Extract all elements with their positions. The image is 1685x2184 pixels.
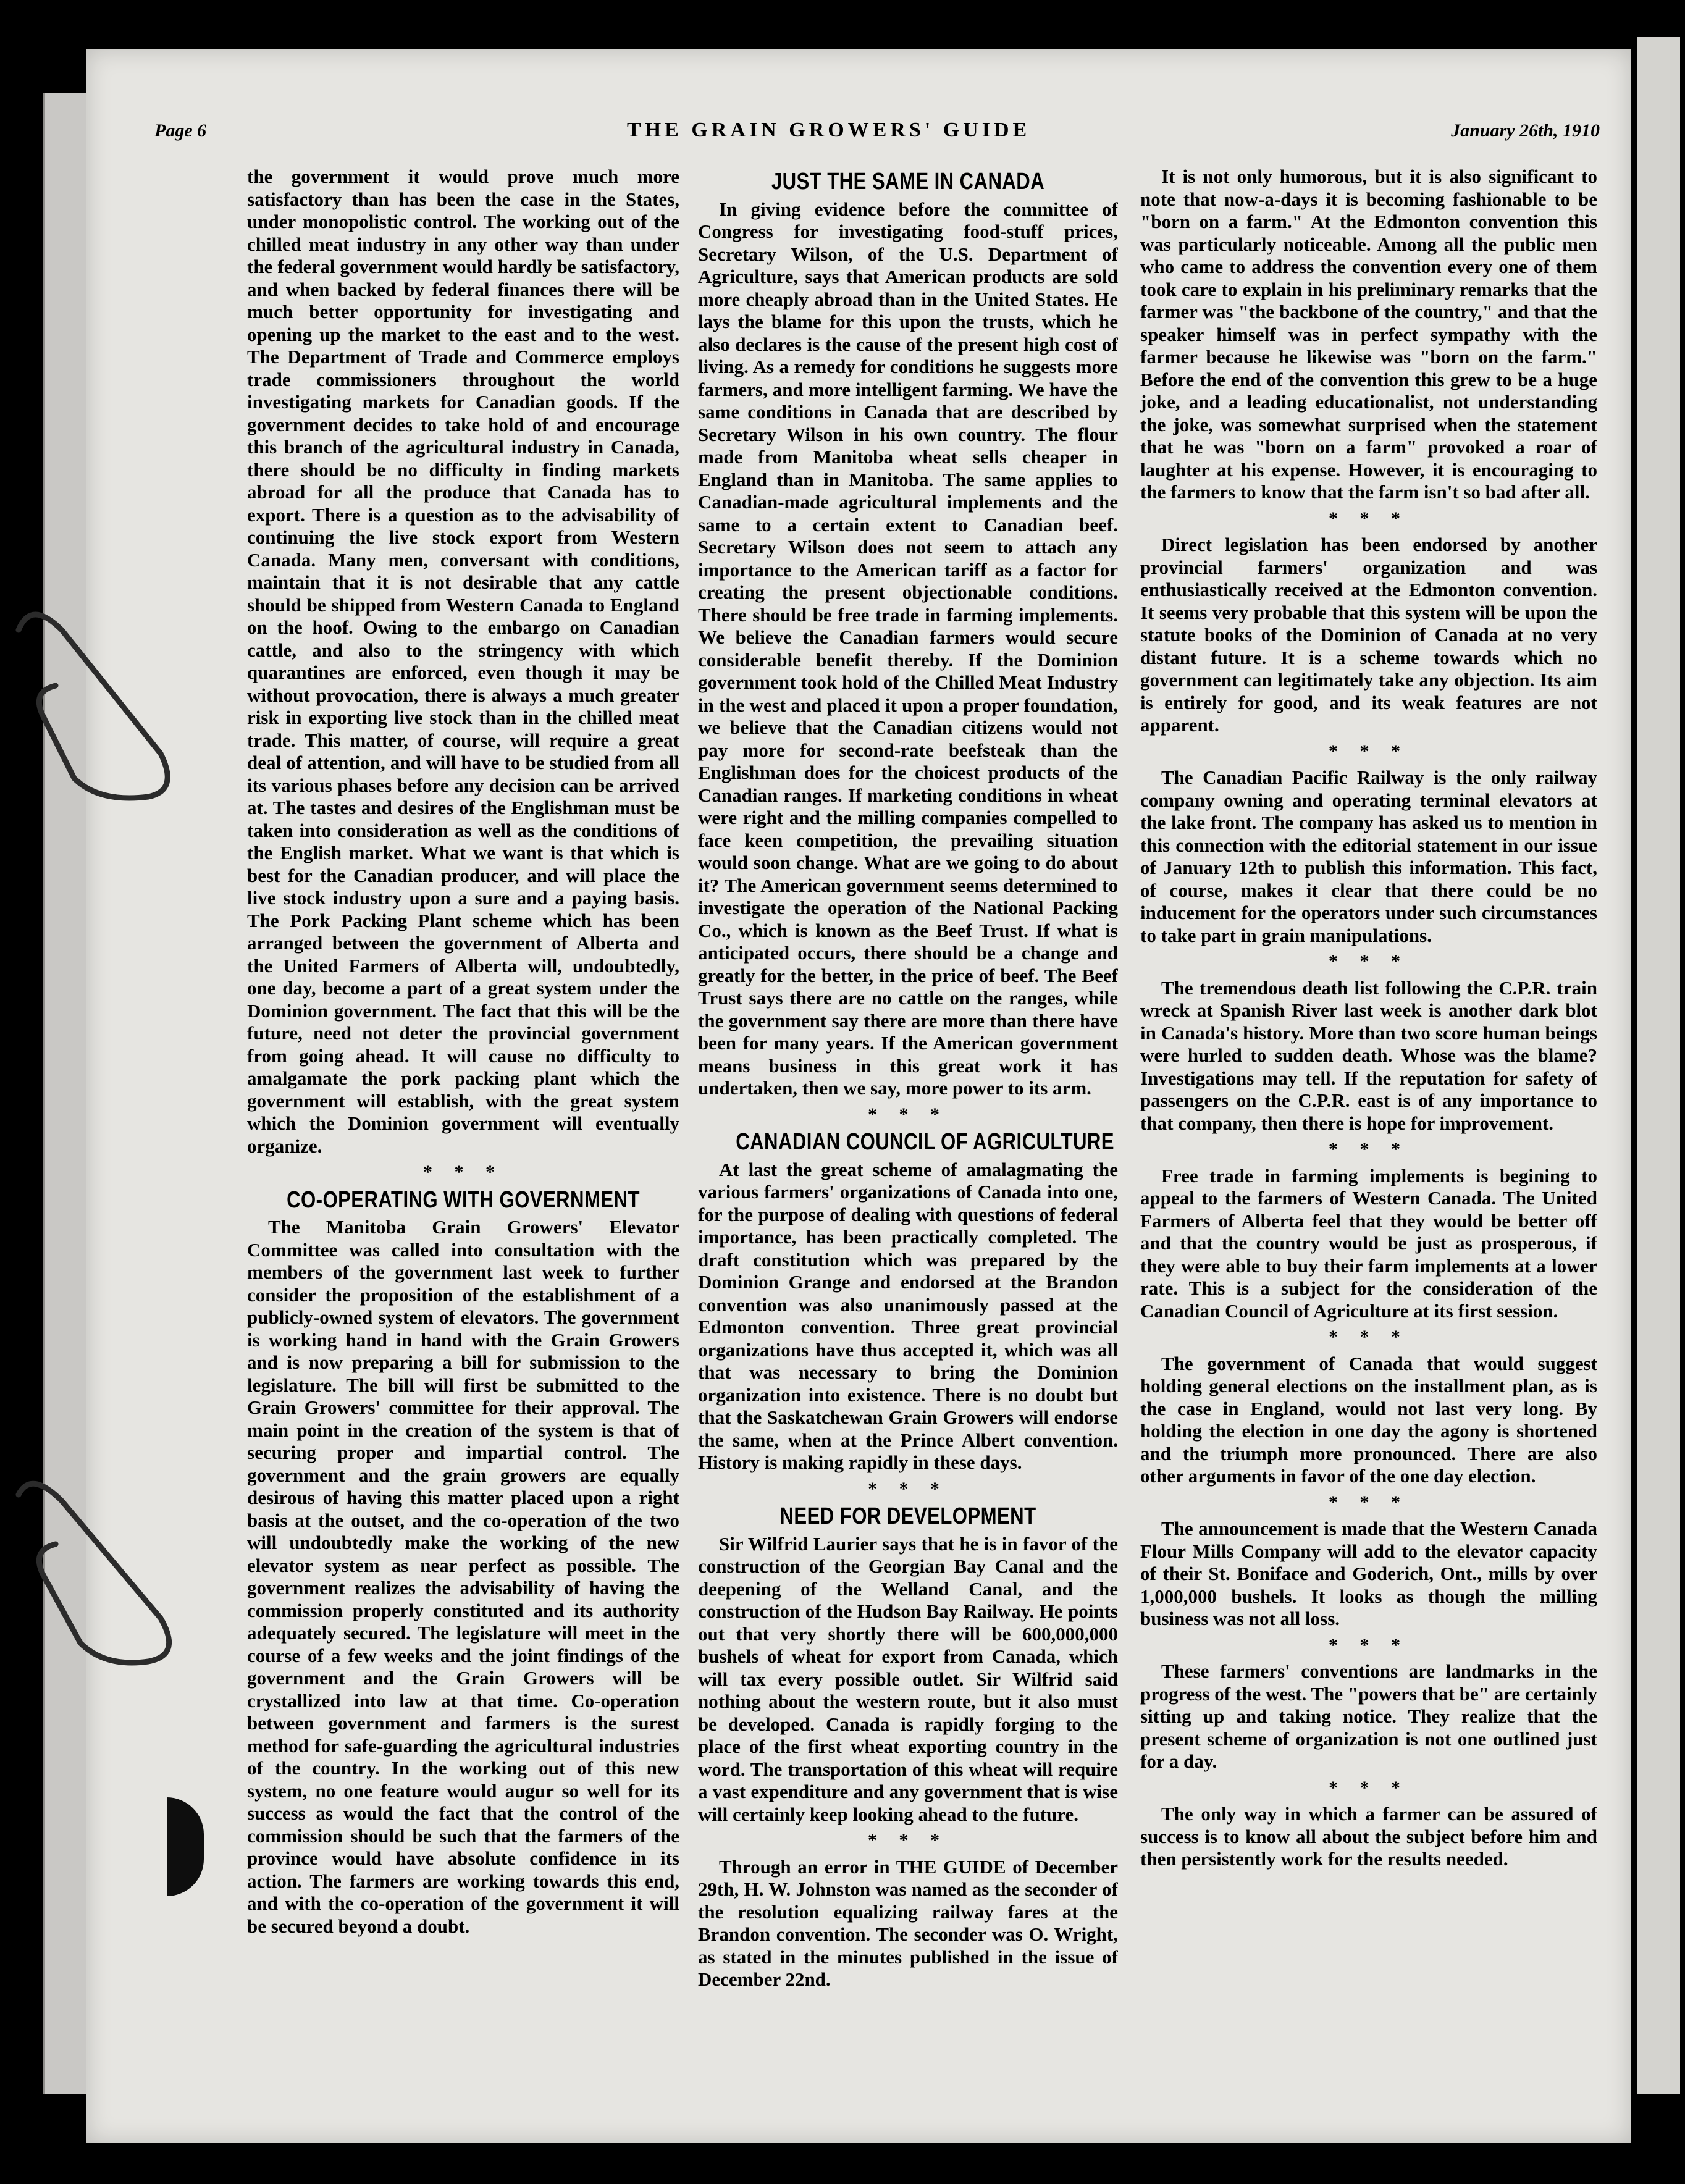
heading-just-the-same-in-canada: JUST THE SAME IN CANADA [771, 169, 1045, 195]
heading-need-for-development: NEED FOR DEVELOPMENT [779, 1503, 1036, 1529]
page-number: Page 6 [154, 120, 207, 141]
editorial-note: The only way in which a farmer can be assured of success is to know all about the subject before him and then persistently work for the results needed. [1140, 1803, 1597, 1870]
section-separator: * * * [1329, 1634, 1409, 1655]
editorial-note: The tremendous death list following the C.P.R. train wreck at Spanish River last week is another dark blot in Canada's history. More than two score human beings were hurled to sudden death. Whose was the blame? Investigations may tell. If the reputation for safety of passengers on the C.P.R. east is of any importance to that company, then there is hope for improvement. [1140, 976, 1597, 1134]
section-separator: * * * [1329, 1777, 1409, 1798]
section-separator: * * * [1329, 951, 1409, 972]
editorial-note: It is not only humorous, but it is also significant to note that now-a-days it is becoming fashionable to be "born on a farm." At the Edmonton convention this was particularly noticeable. Among all the public men who came to address the convention every one of them took care to explain in his preliminary remarks that the farmer was "the backbone of the country," and that the speaker himself was in perfect sympathy with the farmer because he likewise was "born on the farm." Before the end of the convention this grew to be a huge joke, and a leading educationalist, not understanding the joke, was somewhat surprised when the statement that he was "born on a farm" provoked a roar of laughter at his expense. However, it is encouraging to the farmers to know that the farm isn't so bad after all. [1140, 166, 1597, 503]
editorial-note: These farmers' conventions are landmarks in the progress of the west. The "powers that be" are certainly sitting up and taking notice. They realize that the present scheme of organization is not one outlined just for a day. [1140, 1660, 1597, 1772]
heading-canadian-council-of-agriculture: CANADIAN COUNCIL OF AGRICULTURE [736, 1129, 1115, 1155]
article-paragraph: The Manitoba Grain Growers' Elevator Committee was called into consultation with the members of the government last week to further consider the proposition of the establishment of a publicly-owned system of elevators. The government is working hand in hand with the Grain Growers and is now preparing a bill for submission to the legislature. The bill will first be submitted to the Grain Growers' committee for their approval. The main point in the creation of the system is that of securing proper and impartial control. The government and the grain growers are equally desirous of having this matter placed upon a right basis at the outset, and the co-operation of the two will undoubtedly make the working of the new elevator system as near perfect as possible. The government realizes the advisability of having the commission properly constituted and its authority adequately secured. The legislature will meet in the course of a few weeks and the joint findings of the government and the Grain Growers will be crystallized into law at that time. Co-operation between government and farmers is the surest method for safe-guarding the agricultural industries of the country. In the working out of this new system, no one feature would augur so well for its success as would the fact that the control of the commission should be such that the farmers of the province would have absolute confidence in its action. The farmers are working towards this end, and with the co-operation of the government it will be secured beyond a doubt. [247, 1216, 679, 1937]
column-1 [247, 166, 679, 2037]
column-2 [698, 166, 1118, 2037]
editorial-note: The announcement is made that the Western Canada Flour Mills Company will add to the elevator capacity of their St. Boniface and Goderich, Ont., mills by over 1,000,000 bushels. It looks as though the milling business was not all loss. [1140, 1518, 1597, 1629]
paper-clip-icon [6, 593, 191, 815]
section-separator: * * * [1329, 1139, 1409, 1159]
heading-co-operating-with-government: CO-OPERATING WITH GOVERNMENT [287, 1186, 640, 1213]
column-3 [1140, 166, 1597, 2037]
article-paragraph: Through an error in THE GUIDE of December 29th, H. W. Johnston was named as the seconder of the resolution equalizing railway fares at the Brandon convention. The seconder was O. Wright, as stated in the minutes published in the issue of December 22nd. [698, 1855, 1118, 1990]
masthead-title: THE GRAIN GROWERS' GUIDE [627, 119, 1031, 141]
page-header [154, 119, 1600, 151]
adjacent-page-edge [1637, 37, 1680, 2094]
section-separator: * * * [1329, 1327, 1409, 1347]
article-paragraph: the government it would prove much more satisfactory than has been the case in the States, under monopolistic control. The working out of the chilled meat industry in any other way than under the federal government would hardly be satisfactory, and when backed by federal finances there will be much better opportunity for investigating and opening up the market to the east and to the west. The Department of Trade and Commerce employs trade commissioners throughout the world investigating markets for Canadian goods. If the government decides to take hold of and encourage this branch of the agricultural industry in Canada, there should be no difficulty in finding markets abroad for all the produce that Canada has to export. There is a question as to the advisability of continuing the live stock export from Western Canada. Many men, conversant with conditions, maintain that it is not desirable that any cattle should be shipped from Western Canada to England on the hoof. Owing to the embargo on Canadian cattle, and also to the stringency with which quarantines are enforced, even though it may be without provocation, there is always a much greater risk in exporting live stock than in the chilled meat trade. This matter, of course, will require a great deal of attention, and will have to be studied from all its various phases before any decision can be arrived at. The tastes and desires of the Englishman must be taken into consideration as well as the conditions of the English market. What we want is that which is best for the Canadian producer, and will place the live stock industry upon a sure and a paying basis. The Pork Packing Plant scheme which has been arranged between the government of Alberta and the United Farmers of Alberta will, undoubtedly, one day, become a part of a great system under the Dominion government. The fact that this will be the future, need not deter the provincial government from going ahead. It will cause no difficulty to amalgamate the pork packing plant which the government will establish, with the great system which the Dominion government will eventually organize. [247, 166, 679, 1157]
section-separator: * * * [868, 1478, 948, 1499]
editorial-note: Free trade in farming implements is begining to appeal to the farmers of Western Canada. The United Farmers of Alberta feel that they would be better off and that the country would be just as prosperous, if they were able to buy their farm implements at a lower rate. This is a subject for the consideration of the Canadian Council of Agriculture at its first session. [1140, 1164, 1597, 1322]
issue-date: January 26th, 1910 [1451, 120, 1600, 141]
paper-clip-icon [6, 1470, 191, 1680]
editorial-note: The Canadian Pacific Railway is the only railway company owning and operating terminal elevators at the lake front. The company has asked us to mention in this connection with the editorial statement in our issue of January 12th to publish this information. This fact, of course, makes it clear that there could be no inducement for the operators under such circumstances to take part in grain manipulations. [1140, 766, 1597, 946]
editorial-note: The government of Canada that would suggest holding general elections on the installment plan, as is the case in England, would not last very long. By holding the election in one day the agony is shortened and the triumph more pronounced. There are also other arguments in favor of the one day election. [1140, 1352, 1597, 1487]
section-separator: * * * [1329, 1492, 1409, 1513]
section-separator: * * * [423, 1162, 503, 1182]
article-paragraph: Sir Wilfrid Laurier says that he is in favor of the construction of the Georgian Bay Canal and the deepening of the Welland Canal, and the construction of the Hudson Bay Railway. He points out that very shortly there will be 600,000,000 bushels of wheat for export from Canada, which will tax every possible outlet. Sir Wilfrid said nothing about the western route, but it also must be developed. Canada is rapidly forging to the place of the first wheat exporting country in the word. The transportation of this wheat will require a vast expenditure and any government that is wise will certainly keep looking ahead to the future. [698, 1532, 1118, 1825]
section-separator: * * * [868, 1104, 948, 1125]
section-separator: * * * [1329, 508, 1409, 529]
article-paragraph: In giving evidence before the committee of Congress for investigating food-stuff prices, Secretary Wilson, of the U.S. Department of Agriculture, says that American products are sold more cheaply abroad than in the United States. He lays the blame for this upon the trusts, which he also declares is the cause of the present high cost of living. As a remedy for conditions he suggests more farmers, and more intelligent farming. We have the same conditions in Canada that are described by Secretary Wilson in his own country. The flour made from Manitoba wheat sells cheaper in England than in Manitoba. The same applies to Canadian-made agricultural implements and the same to a certain extent to Canadian beef. Secretary Wilson does not seem to attach any importance to the American tariff as a factor for creating the present objectionable conditions. There should be free trade in farming implements. We believe the Canadian farmers would secure considerable benefit thereby. If the Dominion government took hold of the Chilled Meat Industry in the west and placed it upon a proper foundation, we believe that the Canadian citizens would not pay more for second-rate beefsteak than the Englishman does for the choicest products of the Canadian ranges. If marketing conditions in wheat were right and the milling companies compelled to face keen competition, the prevailing situation would soon change. What are we going to do about it? The American government seems determined to investigate the operation of the National Packing Co., which is known as the Beef Trust. If what is anticipated occurs, there should be a change and greatly for the better, in the price of beef. The Beef Trust says there are no cattle on the ranges, while the government say there are more than there have been for many years. If the American government means business in this great work it has undertaken, then we say, more power to its arm. [698, 198, 1118, 1099]
article-paragraph: At last the great scheme of amalagmating the various farmers' organizations of Canada into one, for the purpose of dealing with questions of federal importance, has been practically completed. The draft constitution which was prepared by the Dominion Grange and endorsed at the Brandon convention was also unanimously passed at the Edmonton convention. Three great provincial organizations have thus accepted it, which was all that was necessary to bring the Dominion organization into existence. There is no doubt but that the Saskatchewan Grain Growers will endorse the same, when at the Prince Albert convention. History is making rapidly in these days. [698, 1158, 1118, 1473]
section-separator: * * * [868, 1830, 948, 1850]
editorial-note: Direct legislation has been endorsed by another provincial farmers' organization and was enthusiastically received at the Edmonton convention. It seems very probable that this system will be upon the statute books of the Dominion of Canada at no very distant future. It is a scheme towards which no government can legitimately take any objection. Its aim is entirely for good, and its weak features are not apparent. [1140, 534, 1597, 736]
section-separator: * * * [1329, 741, 1409, 762]
